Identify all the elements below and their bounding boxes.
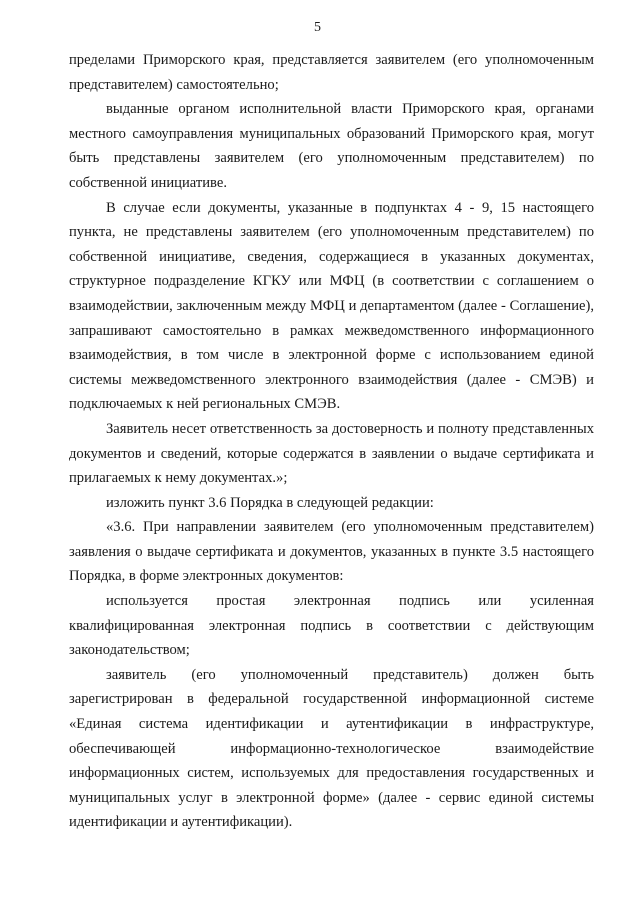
document-body: [69, 48, 594, 835]
paragraph: В случае если документы, указанные в подпунктах 4 - 9, 15 настоящего пункта, не представлены заявителем (его уполномоченным представителем) по собственной инициативе, сведения, содержащиеся в указанных документах, структурное подразделение КГКУ или МФЦ (в соответствии с соглашением о взаимодействии, заключенным между МФЦ и департаментом (далее - Соглашение), запрашивают самостоятельно в рамках межведомственного информационного взаимодействия, в том числе в электронной форме с использованием единой системы межведомственного электронного взаимодействия (далее - СМЭВ) и подключаемых к ней региональных СМЭВ.: [69, 199, 594, 413]
paragraph: изложить пункт 3.6 Порядка в следующей редакции:: [106, 494, 434, 511]
paragraph: выданные органом исполнительной власти Приморского края, органами местного самоуправления муниципальных образований Приморского края, могут быть представлены заявителем (его уполномоченным представителем) по собственной инициативе.: [69, 101, 594, 191]
paragraph: «3.6. При направлении заявителем (его уполномоченным представителем) заявления о выдаче сертификата и документов, указанных в пункте 3.5 настоящего Порядка, в форме электронных документов:: [69, 519, 594, 585]
paragraph: Заявитель несет ответственность за достоверность и полноту представленных документов и сведений, которые содержатся в заявлении о выдаче сертификата и прилагаемых к нему документах.»;: [69, 420, 594, 487]
page-number: 5: [314, 20, 321, 35]
paragraph: пределами Приморского края, представляется заявителем (его уполномоченным представителем) самостоятельно;: [69, 52, 594, 93]
paragraph: используется простая электронная подпись или усиленная квалифицированная электронная подпись в соответствии с действующим законодательством;: [69, 593, 594, 659]
paragraph: заявитель (его уполномоченный представитель) должен быть зарегистрирован в федеральной государственной информационной системе «Единая система идентификации и аутентификации в инфраструктуре, обеспечивающей информационно-технологическое взаимодействие информационных систем, используемых для предоставления государственных и муниципальных услуг в электронной форме» (далее - сервис единой системы идентификации и аутентификации).: [69, 666, 594, 831]
